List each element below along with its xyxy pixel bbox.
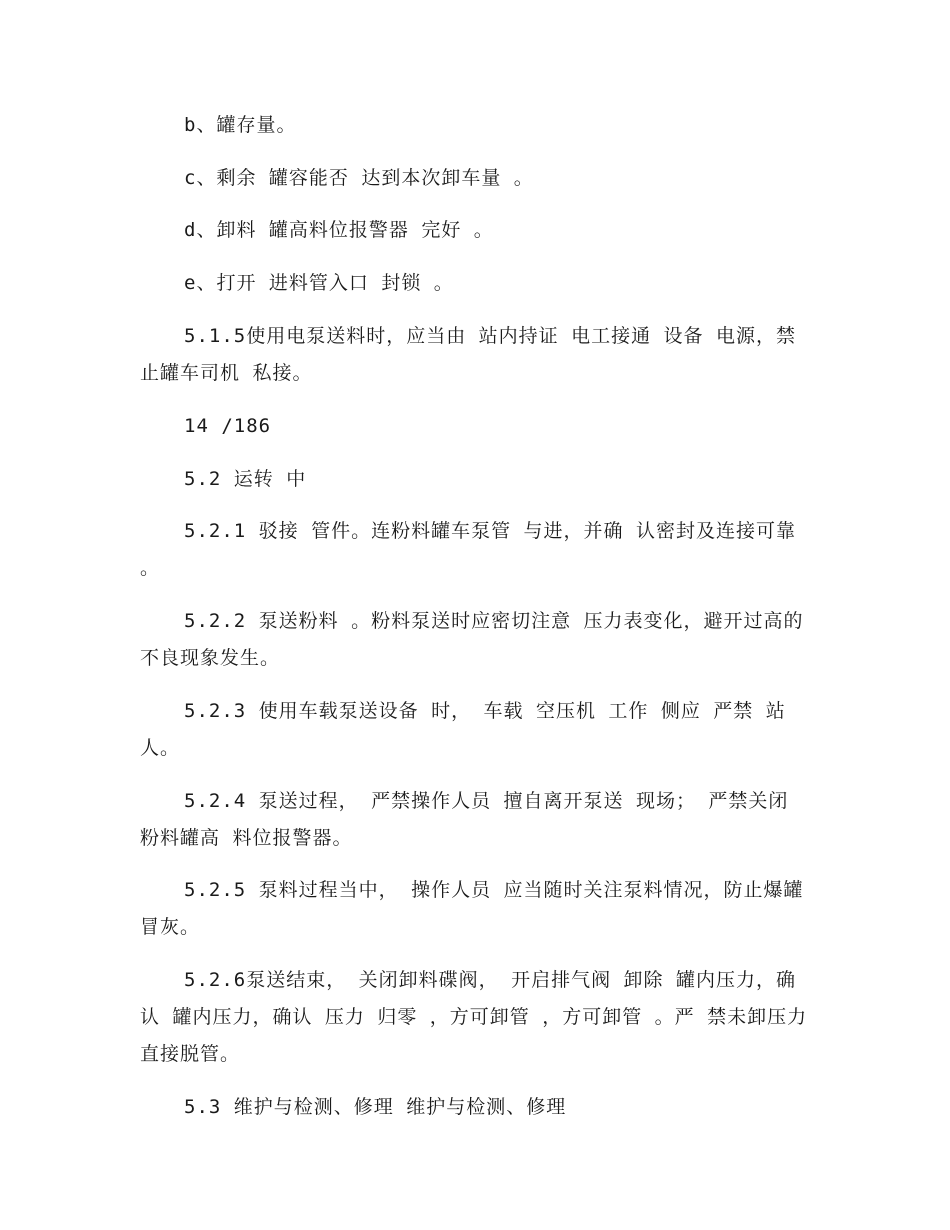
paragraph-5-2-3: 5.2.3 使用车载泵送设备 时， 车载 空压机 工作 侧应 严禁 站人。 [140, 700, 786, 759]
paragraph-5-2-1: 5.2.1 驳接 管件。连粉料罐车泵管 与进，并确 认密封及连接可靠 。 [140, 520, 809, 579]
page-number: 14 /186 [184, 415, 272, 437]
paragraph-5-2-4: 5.2.4 泵送过程， 严禁操作人员 擅自离开泵送 现场； 严禁关闭 粉料罐高 料位报警器。 [140, 790, 801, 849]
paragraph-5-2-6: 5.2.6泵送结束， 关闭卸料碟阀， 开启排气阀 卸除 罐内压力，确认 罐内压力，确认 压力 归零 ，方可卸管 ，方可卸管 。严 禁未卸压力直接脱管。 [140, 969, 808, 1065]
paragraph-b: b、罐存量。 [184, 114, 297, 136]
paragraph-5-1-5: 5.1.5使用电泵送料时，应当由 站内持证 电工接通 设备 电源，禁止罐车司机 私接。 [140, 325, 796, 384]
paragraph-e: e、打开 进料管入口 封锁 。 [184, 272, 454, 294]
section-heading-5-3: 5.3 维护与检测、修理 维护与检测、修理 [184, 1096, 567, 1118]
section-heading-5-2: 5.2 运转 中 [184, 468, 307, 490]
paragraph-5-2-5: 5.2.5 泵料过程当中， 操作人员 应当随时关注泵料情况，防止爆罐冒灰。 [140, 879, 804, 938]
paragraph-d: d、卸料 罐高料位报警器 完好 。 [184, 219, 494, 241]
paragraph-5-2-2: 5.2.2 泵送粉料 。粉料泵送时应密切注意 压力表变化，避开过高的不良现象发生。 [140, 610, 804, 669]
paragraph-c: c、剩余 罐容能否 达到本次卸车量 。 [184, 167, 534, 189]
